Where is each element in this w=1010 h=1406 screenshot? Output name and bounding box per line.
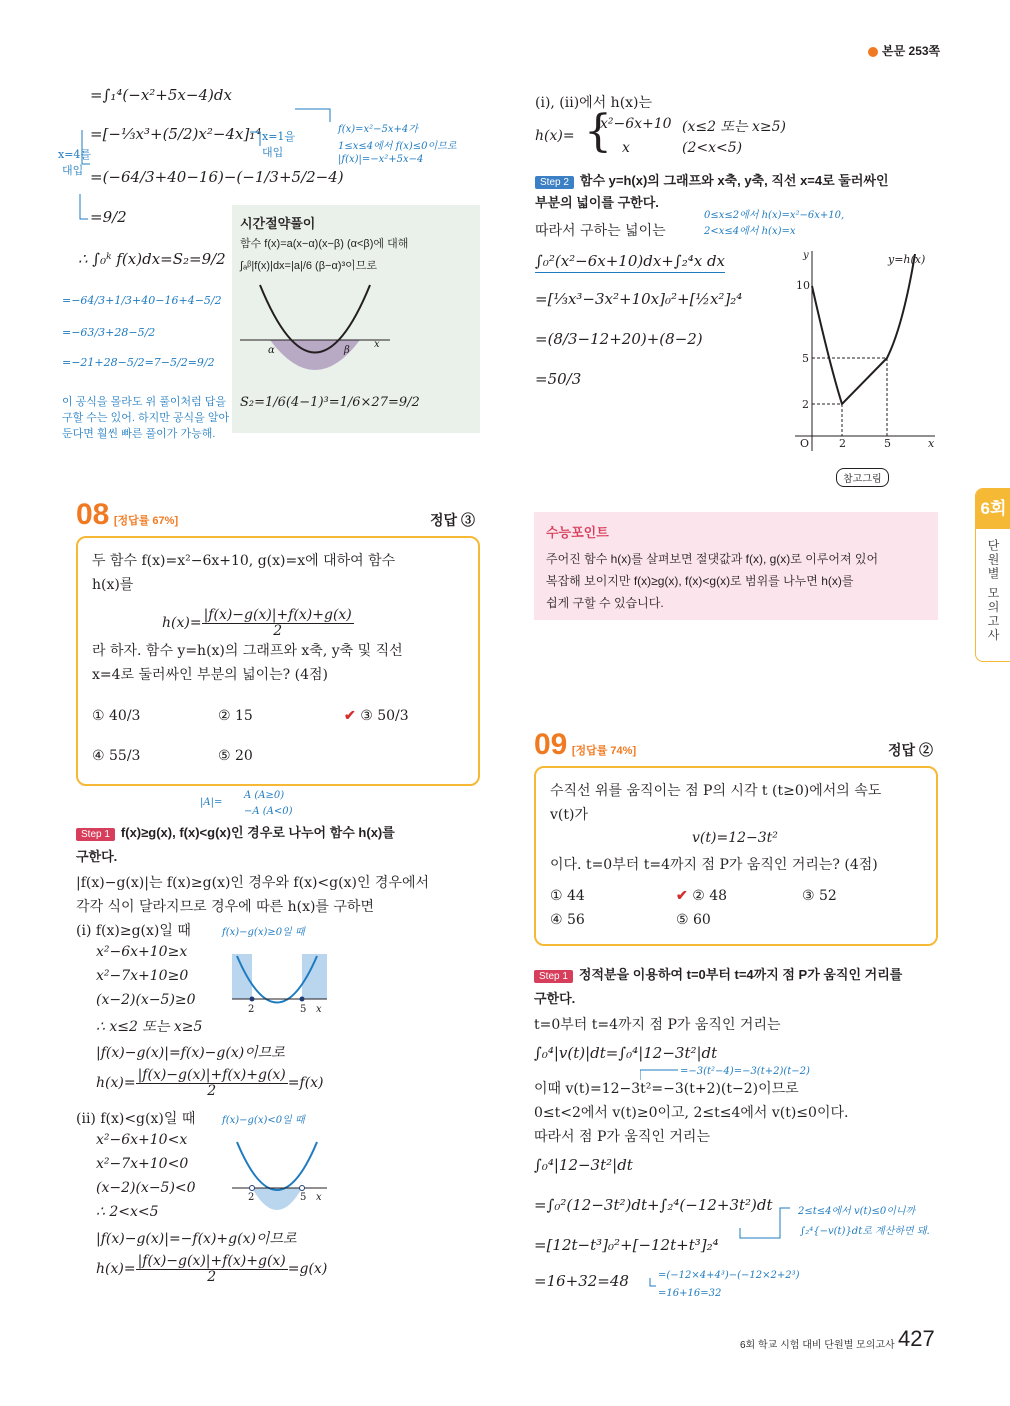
problem09-formula: v(t)=12−3t²	[692, 830, 778, 846]
h-case-2-cond: (2<x<5)	[682, 140, 743, 156]
sol09-note3a: =(−12×4+4³)−(−12×2+2³)	[658, 1270, 800, 1281]
problem09-text-2: v(t)가	[550, 807, 588, 823]
sol09-note2a: 2≤t≤4에서 v(t)≤0이니까	[798, 1206, 916, 1217]
h-lhs: h(x)=	[535, 128, 575, 144]
sol09-note3b: =16+16=32	[658, 1288, 722, 1299]
sol09-connectors	[640, 1058, 800, 1298]
case1-l3: (x−2)(x−5)≥0	[96, 992, 196, 1008]
case1-l2: x²−7x+10≥0	[96, 968, 189, 984]
step2-tag: Step 2	[535, 176, 574, 189]
check-mark-icon: ✔	[676, 888, 688, 904]
eq-integral-4: =9/2	[90, 208, 127, 226]
shortcut-box	[232, 205, 480, 433]
eq-integral-2: =[−⅓x³+(5/2)x²−4x]₁⁴	[90, 125, 262, 143]
area-note-1: 0≤x≤2에서 h(x)=x²−6x+10,	[704, 210, 845, 221]
case2-head: (ii) f(x)<g(x)일 때	[76, 1111, 196, 1127]
x-axis-label: x	[374, 339, 380, 350]
case1-tick-5: 5	[300, 1004, 307, 1015]
shortcut-result: S₂=1/6(4−1)³=1/6×27=9/2	[240, 395, 420, 410]
problem09-number: 09	[534, 728, 568, 761]
tab-number: 6회	[976, 489, 1010, 529]
point-box	[534, 512, 938, 620]
sol09-note2b: ∫₂⁴{−v(t)}dt로 계산하면 돼.	[800, 1226, 930, 1237]
calc-line-3: =−21+28−5/2=7−5/2=9/2	[62, 356, 215, 369]
sol09-l3: 이때 v(t)=12−3t²=−3(t+2)(t−2)이므로	[534, 1081, 799, 1097]
case1-tick-2: 2	[248, 1004, 255, 1015]
sol09-l5: 따라서 점 P가 움직인 거리는	[534, 1129, 710, 1145]
graph-tick-2: 2	[802, 398, 809, 411]
step2-line: Step 2 함수 y=h(x)의 그래프와 x축, y축, 직선 x=4로 둘러싸인	[535, 170, 889, 189]
graph-y-label: y	[803, 250, 809, 261]
tab-text: 단원별 모의고사	[986, 539, 1000, 643]
h-graph	[785, 246, 945, 458]
page-reference: 본문 253쪽	[868, 42, 940, 59]
choice09-3[interactable]: ③ 52	[802, 888, 837, 904]
abs-note-2: A (A≥0)	[244, 790, 285, 801]
choice09-4[interactable]: ④ 56	[550, 912, 585, 928]
case1-graph	[232, 954, 327, 1024]
side-note-2: 1≤x≤4에서 f(x)≤0이므로	[338, 141, 457, 152]
sol09-l4: 0≤t<2에서 v(t)≥0이고, 2≤t≤4에서 v(t)≤0이다.	[534, 1105, 849, 1121]
sol09-note1: =−3(t²−4)=−3(t+2)(t−2)	[680, 1066, 810, 1077]
problem09-text-3: 이다. t=0부터 t=4까지 점 P가 움직인 거리는? (4점)	[550, 857, 878, 873]
eq-integral-5: ∴ ∫₀ᵏ f(x)dx=S₂=9/2	[78, 250, 226, 268]
case2-l3: (x−2)(x−5)<0	[96, 1180, 196, 1196]
point-line-2: 복잡해 보이지만 f(x)≥g(x), f(x)<g(x)로 범위를 나누면 h(x)를	[546, 574, 854, 588]
case1-l4: ∴ x≤2 또는 x≥5	[96, 1019, 203, 1035]
sol09-l1: t=0부터 t=4까지 점 P가 움직인 거리는	[534, 1017, 781, 1033]
h-case-1-cond: (x≤2 또는 x≥5)	[682, 119, 786, 135]
choice09-5[interactable]: ⑤ 60	[676, 912, 711, 928]
problem09-box	[534, 766, 938, 946]
h-intro: (i), (ii)에서 h(x)는	[535, 95, 653, 111]
chapter-tab	[975, 488, 1010, 662]
footer-text: 6회 학교 시험 대비 단원별 모의고사	[740, 1340, 895, 1351]
sol08-p2: 각각 식이 달라지므로 경우에 따른 h(x)를 구하면	[76, 899, 374, 915]
problem08-answer: 정답 ③	[430, 512, 475, 528]
case2-l4: ∴ 2<x<5	[96, 1204, 159, 1220]
graph-origin: O	[800, 437, 810, 450]
shortcut-line-2: ∫ₐᵝ|f(x)|dx=|a|/6 (β−α)³이므로	[240, 260, 378, 272]
beta-label: β	[344, 345, 350, 356]
side-note-1: f(x)=x²−5x+4가	[338, 124, 418, 135]
choice-5[interactable]: ⑤ 20	[218, 748, 253, 764]
sol09-l7: =∫₀²(12−3t²)dt+∫₂⁴(−12+3t²)dt	[534, 1196, 773, 1214]
case2-l2: x²−7x+10<0	[96, 1156, 189, 1172]
graph-x-label: x	[928, 437, 935, 450]
sol09-l8: =[12t−t³]₀²+[−12t+t³]₂⁴	[534, 1236, 719, 1254]
point-line-1: 주어진 함수 h(x)를 살펴보면 절댓값과 f(x), g(x)로 이루어져 있어	[546, 552, 879, 566]
graph-caption: 참고그림	[836, 468, 889, 487]
abs-note-3: −A (A<0)	[244, 806, 293, 817]
sol09-l9: =16+32=48	[534, 1272, 629, 1290]
graph-tick-5: 5	[802, 352, 809, 365]
case2-l5: |f(x)−g(x)|=−f(x)+g(x)이므로	[96, 1231, 297, 1247]
area-eq-1: ∫₀²(x²−6x+10)dx+∫₂⁴x dx	[535, 252, 725, 273]
case2-x-label: x	[316, 1192, 322, 1203]
problem09-text-1: 수직선 위를 움직이는 점 P의 시각 t (t≥0)에서의 속도	[550, 783, 882, 799]
case2-graph	[232, 1140, 327, 1212]
ref-circle-icon	[868, 47, 878, 57]
step1-line-2: 구한다.	[76, 849, 118, 864]
sol09-l2: ∫₀⁴|v(t)|dt=∫₀⁴|12−3t²|dt	[534, 1044, 718, 1062]
side-note-3: |f(x)|=−x²+5x−4	[338, 154, 424, 165]
problem08-header	[76, 498, 178, 532]
alpha-label: α	[268, 345, 275, 356]
check-mark-icon: ✔	[344, 708, 356, 724]
sol09-step1-line: Step 1 정적분을 이용하여 t=0부터 t=4까지 점 P가 움직인 거리를	[534, 964, 902, 983]
case2-tick-2: 2	[248, 1192, 255, 1203]
h-case-1: x²−6x+10	[600, 116, 672, 132]
step1-line: Step 1 f(x)≥g(x), f(x)<g(x)인 경우로 나누어 함수 h(x)를	[76, 822, 395, 841]
choice-1[interactable]: ① 40/3	[92, 708, 141, 724]
sol08-p1: |f(x)−g(x)|는 f(x)≥g(x)인 경우와 f(x)<g(x)인 경우에서	[76, 875, 430, 891]
problem08-text-1: 두 함수 f(x)=x²−6x+10, g(x)=x에 대하여 함수	[92, 553, 396, 569]
choice-3[interactable]: ✔ ③ 50/3	[344, 708, 409, 724]
sol09-step1-tag: Step 1	[534, 970, 573, 983]
note-x1: x=1을	[262, 130, 296, 143]
problem09-header	[534, 728, 636, 762]
graph-tick-10: 10	[796, 279, 810, 292]
tip-note: 이 공식을 몰라도 위 풀이처럼 답을 구할 수는 있어. 하지만 공식을 알아 둔다면 훨씬 빠른 풀이가 가능해.	[62, 396, 230, 440]
area-eq-4: =50/3	[535, 370, 582, 388]
sol09-step1-line-2: 구한다.	[534, 991, 576, 1006]
problem08-box	[76, 536, 480, 786]
choice09-2[interactable]: ✔ ② 48	[676, 888, 728, 904]
case1-l5: |f(x)−g(x)|=f(x)−g(x)이므로	[96, 1045, 285, 1061]
graph-tick-x5: 5	[884, 437, 891, 450]
shortcut-line-1: 함수 f(x)=a(x−α)(x−β) (α<β)에 대해	[240, 238, 409, 250]
shortcut-title: 시간절약풀이	[240, 216, 316, 231]
problem08-text-2: h(x)를	[92, 577, 134, 593]
shortcut-parabola	[240, 280, 400, 390]
brace: {	[584, 106, 612, 157]
calc-line-2: =−63/3+28−5/2	[62, 326, 156, 339]
case2-note: f(x)−g(x)<0일 때	[222, 1115, 305, 1126]
eq-integral-3: =(−64/3+40−16)−(−1/3+5/2−4)	[90, 168, 344, 186]
case1-h: h(x)= $\frac{|f(x)-g(x)|+f(x)+g(x)}{2}$ =f(x)	[96, 1067, 324, 1099]
case1-head: (i) f(x)≥g(x)일 때	[76, 923, 191, 939]
case2-h: h(x)= $\frac{|f(x)-g(x)|+f(x)+g(x)}{2}$ =g(x)	[96, 1253, 328, 1285]
area-note-2: 2<x≤4에서 h(x)=x	[704, 226, 796, 237]
note-daeip: 대입	[62, 164, 84, 177]
point-line-3: 쉽게 구할 수 있습니다.	[546, 596, 664, 610]
note-x4: x=4를	[58, 148, 92, 161]
calc-line-1: =−64/3+1/3+40−16+4−5/2	[62, 294, 222, 307]
eq-integral-1: =∫₁⁴(−x²+5x−4)dx	[90, 86, 232, 104]
case2-tick-5: 5	[300, 1192, 307, 1203]
graph-tick-x2: 2	[839, 437, 846, 450]
step2-line-2: 부분의 넓이를 구한다.	[535, 195, 659, 210]
problem09-rate: [정답률 74%]	[571, 745, 637, 757]
page-number: 427	[898, 1326, 935, 1351]
note-daeip2: 대입	[262, 146, 284, 159]
sol09-l6: ∫₀⁴|12−3t²|dt	[534, 1156, 633, 1174]
case1-l1: x²−6x+10≥x	[96, 944, 188, 960]
problem08-number: 08	[76, 498, 110, 531]
area-intro: 따라서 구하는 넓이는	[535, 223, 666, 239]
choice09-1[interactable]: ① 44	[550, 888, 585, 904]
h-case-2: x	[622, 140, 630, 156]
problem09-answer: 정답 ②	[888, 742, 933, 758]
problem08-text-3: 라 하자. 함수 y=h(x)의 그래프와 x축, y축 및 직선	[92, 643, 403, 659]
case2-l1: x²−6x+10<x	[96, 1132, 188, 1148]
case1-x-label: x	[316, 1004, 322, 1015]
area-eq-3: =(8/3−12+20)+(8−2)	[535, 330, 703, 348]
choice-4[interactable]: ④ 55/3	[92, 748, 141, 764]
point-title: 수능포인트	[546, 525, 609, 540]
problem08-text-4: x=4로 둘러싸인 부분의 넓이는? (4점)	[92, 667, 328, 683]
choice-2[interactable]: ② 15	[218, 708, 253, 724]
problem08-rate: [정답률 67%]	[113, 515, 179, 527]
area-eq-2: =[⅓x³−3x²+10x]₀²+[½x²]₂⁴	[535, 290, 743, 308]
abs-note-1: |A|=	[200, 797, 223, 808]
problem08-def: h(x)= $\frac{|f(x)-g(x)|+f(x)+g(x)}{2}$	[162, 607, 352, 639]
step1-tag: Step 1	[76, 828, 115, 841]
graph-curve-label: y=h(x)	[888, 253, 926, 266]
case1-note: f(x)−g(x)≥0일 때	[222, 927, 305, 938]
